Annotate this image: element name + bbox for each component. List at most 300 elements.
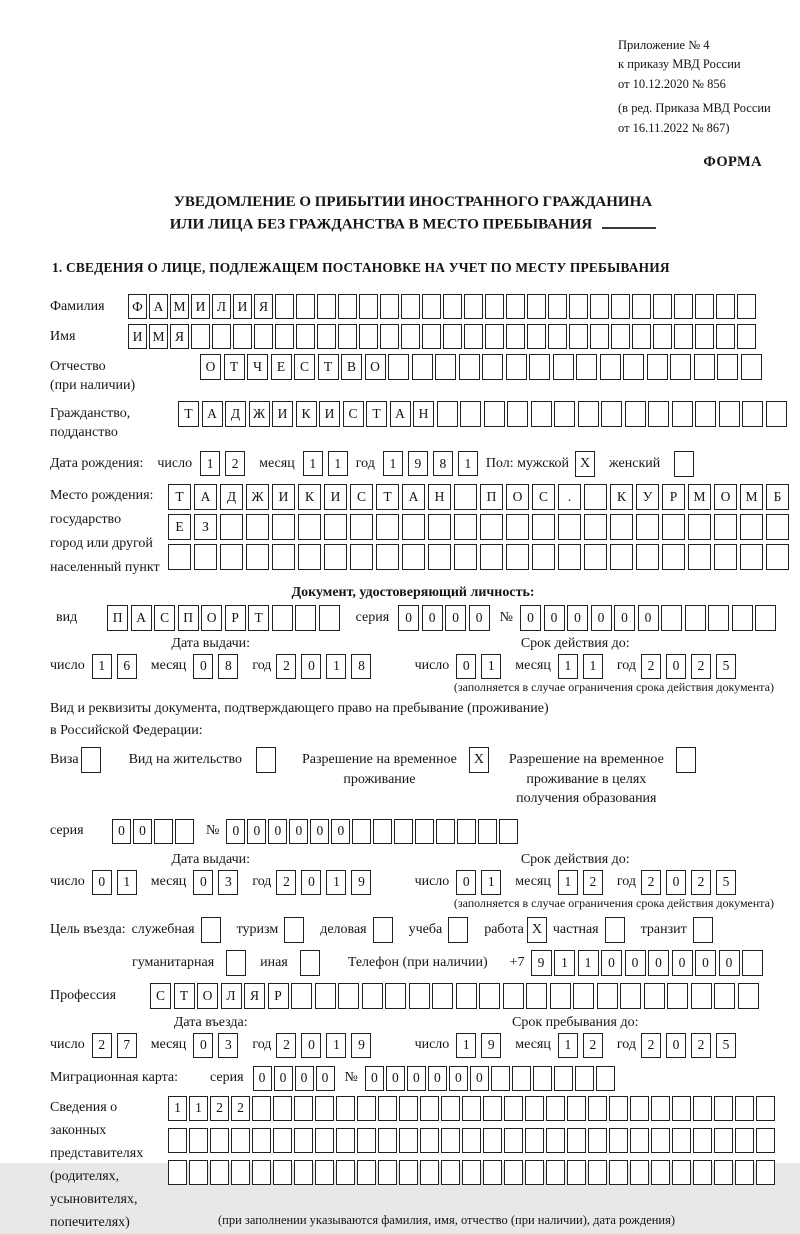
temp-residence-label-line1: Разрешение на временное [301,751,457,767]
char-cell [756,1160,775,1185]
char-cell [210,1128,229,1153]
char-cell: Т [224,354,245,380]
char-cell: 1 [326,870,346,895]
entry-date-line [50,1033,371,1058]
char-cell [526,983,547,1009]
residence-doc-dates [50,852,776,895]
char-cell [610,514,633,540]
char-cell [402,544,425,570]
sex-female-checkbox [674,451,694,477]
char-cell [670,354,691,380]
residence-valid-year-cells [641,870,736,895]
char-cell [742,401,763,427]
char-cell [443,324,462,349]
char-cell: И [233,294,252,319]
month-label: месяц [515,658,551,674]
char-cell [415,819,434,844]
char-cell [695,324,714,349]
char-cell [480,544,503,570]
char-cell: О [506,484,529,510]
char-cell [457,819,476,844]
month-label: месяц [150,874,187,890]
char-cell [422,324,441,349]
char-cell [435,354,456,380]
char-cell [246,544,269,570]
char-cell [532,514,555,540]
char-cell: 0 [445,605,466,631]
char-cell: . [558,484,581,510]
char-cell: 2 [641,1033,661,1058]
char-cell [504,1128,523,1153]
char-cell: Е [168,514,191,540]
identity-type-label: вид [56,609,78,625]
phone-label: Телефон (при наличии) [347,954,488,970]
char-cell [295,605,316,631]
char-cell [388,354,409,380]
char-cell [766,514,789,540]
identity-valid-block [415,636,736,679]
char-cell [529,354,550,380]
char-cell: У [636,484,659,510]
form-title-line2-text: ИЛИ ЛИЦА БЕЗ ГРАЖДАНСТВА В МЕСТО ПРЕБЫВАНИЯ [169,216,593,233]
char-cell: Т [174,983,195,1009]
char-cell [600,354,621,380]
char-cell: 0 [449,1066,468,1091]
char-cell [662,514,685,540]
char-cell: 2 [92,1033,112,1058]
char-cell [672,1128,691,1153]
stay-day-cells [456,1033,501,1058]
citizenship-cells [178,401,787,427]
char-cell [735,1160,754,1185]
char-cell [441,1160,460,1185]
char-cell: 0 [567,605,588,631]
char-cell [738,983,759,1009]
char-cell: 0 [193,870,213,895]
residence-number-label: № [206,823,220,839]
char-cell [648,401,669,427]
char-cell [298,514,321,540]
char-cell [401,294,420,319]
edu-residence-checkbox [676,747,696,773]
char-cell: Ф [128,294,147,319]
profession-label: Профессия [50,987,117,1003]
char-cell [483,1096,502,1121]
char-cell [350,514,373,540]
char-cell: 0 [614,605,635,631]
residence-series-cells [112,819,194,844]
edu-residence-label-line2: проживание в целях [526,771,647,787]
char-cell [315,1096,334,1121]
purpose-label: Цель въезда: [50,921,126,937]
day-label: число [157,455,193,471]
char-cell [693,1096,712,1121]
char-cell: 0 [268,819,287,844]
char-cell: К [610,484,633,510]
char-cell [672,1096,691,1121]
char-cell [576,354,597,380]
form-label: ФОРМА [703,153,762,170]
month-label: месяц [515,874,551,890]
year-label: год [616,1037,636,1053]
char-cell [714,983,735,1009]
char-cell: Р [225,605,246,631]
edu-residence-label [509,747,664,809]
char-cell [315,1128,334,1153]
char-cell [189,1160,208,1185]
char-cell [443,294,462,319]
char-cell: 2 [210,1096,229,1121]
char-cell [546,1160,565,1185]
month-label: месяц [150,658,187,674]
char-cell: Н [413,401,434,427]
char-cell: 0 [469,605,490,631]
char-cell [737,324,756,349]
char-cell [231,1128,250,1153]
annex-line: к приказу МВД России [618,57,741,72]
char-cell [714,1128,733,1153]
char-cell: Е [271,354,292,380]
char-cell [462,1128,481,1153]
temp-residence-checkbox: X [469,747,489,773]
char-cell [653,294,672,319]
char-cell [296,294,315,319]
char-cell: 0 [316,1066,335,1091]
char-cell [373,819,392,844]
representatives-label-line: усыновителях, [50,1191,138,1207]
char-cell [231,1160,250,1185]
char-cell [385,983,406,1009]
char-cell [357,1096,376,1121]
char-cell: 1 [558,1033,578,1058]
char-cell [338,294,357,319]
char-cell [456,983,477,1009]
issue-date-heading: Дата выдачи: [171,851,251,867]
month-label: месяц [515,1037,551,1053]
char-cell [380,294,399,319]
char-cell: Т [178,401,199,427]
char-cell: 1 [326,654,346,679]
stay-until-heading: Срок пребывания до: [512,1014,639,1030]
char-cell: 0 [601,950,622,976]
char-cell: 2 [691,870,711,895]
entry-dates [50,1015,776,1058]
purpose-humanitarian-checkbox [226,950,246,976]
char-cell [506,294,525,319]
stay-until-block [415,1015,736,1058]
char-cell [661,605,682,631]
char-cell [412,354,433,380]
char-cell: 2 [276,870,296,895]
char-cell: Д [220,484,243,510]
purpose-option-label: работа [484,921,524,937]
form-title [50,191,776,237]
char-cell [422,294,441,319]
char-cell [741,354,762,380]
valid-until-heading: Срок действия до: [520,635,630,651]
char-cell [336,1096,355,1121]
purpose-private-checkbox [605,917,625,943]
char-cell [691,983,712,1009]
char-cell: Т [168,484,191,510]
char-cell: 2 [691,1033,711,1058]
char-cell: 9 [408,451,428,476]
char-cell [737,294,756,319]
char-cell: 2 [691,654,711,679]
purpose-transit-checkbox [693,917,713,943]
migration-number-label: № [344,1070,358,1086]
identity-series-cells [398,605,490,631]
char-cell [484,401,505,427]
residence-series-label: серия [50,823,84,839]
char-cell [399,1128,418,1153]
purpose-option-label: гуманитарная [132,954,215,970]
char-cell [378,1160,397,1185]
char-cell [357,1128,376,1153]
char-cell [525,1096,544,1121]
char-cell [168,1128,187,1153]
stay-year-cells [641,1033,736,1058]
char-cell [525,1160,544,1185]
char-cell [636,514,659,540]
char-cell [755,605,776,631]
char-cell: 0 [301,654,321,679]
char-cell [506,544,529,570]
surname-cells [128,294,756,319]
temp-residence-label-line2: проживание [343,771,416,787]
char-cell: 1 [303,451,323,476]
char-cell: А [131,605,152,631]
representatives-row1 [168,1096,775,1121]
char-cell [454,514,477,540]
char-cell [272,605,293,631]
issue-date-heading: Дата выдачи: [171,635,251,651]
purpose-option-label: деловая [320,921,367,937]
migration-series-cells [253,1066,335,1091]
char-cell [483,1128,502,1153]
char-cell: С [150,983,171,1009]
stay-until-line [415,1033,736,1058]
char-cell [275,324,294,349]
char-cell: 6 [117,654,137,679]
identity-doc-note: (заполняется в случае ограничения срока действия документа) [453,679,774,694]
char-cell: Я [170,324,189,349]
char-cell [554,401,575,427]
char-cell [527,324,546,349]
char-cell [399,1096,418,1121]
residence-doc-options [50,747,776,809]
char-cell: Н [428,484,451,510]
char-cell: 5 [716,654,736,679]
char-cell [507,401,528,427]
char-cell: Т [318,354,339,380]
char-cell: 1 [117,870,137,895]
purpose-business-checkbox [373,917,393,943]
entry-date-heading: Дата въезда: [173,1014,248,1030]
char-cell [554,1066,573,1091]
char-cell [756,1096,775,1121]
day-label: число [50,658,85,674]
char-cell [578,401,599,427]
char-cell: О [365,354,386,380]
representatives-label-line: законных [50,1122,107,1138]
char-cell [189,1128,208,1153]
valid-day-cells [456,654,501,679]
char-cell [324,544,347,570]
char-cell [625,401,646,427]
char-cell: Я [254,294,273,319]
char-cell [716,324,735,349]
char-cell: Р [662,484,685,510]
char-cell [674,294,693,319]
char-cell [609,1128,628,1153]
char-cell [319,605,340,631]
representatives-note: (при заполнении указываются фамилия, имя, отчество (при наличии), дата рождения) [218,1212,676,1227]
char-cell [491,1066,510,1091]
issue-date-line [50,654,371,679]
char-cell [324,514,347,540]
section1-heading: 1. СВЕДЕНИЯ О ЛИЦЕ, ПОДЛЕЖАЩЕМ ПОСТАНОВКЕ НА УЧЕТ ПО МЕСТУ ПРЕБЫВАНИЯ [52,260,670,276]
birth-place-label1: Место рождения: [50,487,154,503]
char-cell: 1 [168,1096,187,1121]
char-cell: С [350,484,373,510]
char-cell: 1 [583,654,603,679]
char-cell [548,324,567,349]
char-cell: 5 [716,1033,736,1058]
patronymic-cells [200,354,762,380]
char-cell [483,1160,502,1185]
char-cell [317,294,336,319]
entry-date-block [50,1015,371,1058]
char-cell: 7 [117,1033,137,1058]
sex-female-label: женский [609,455,661,471]
valid-until-heading: Срок действия до: [520,851,630,867]
year-label: год [355,455,375,471]
char-cell: 0 [112,819,131,844]
char-cell: 0 [422,605,443,631]
char-cell [596,1066,615,1091]
char-cell [428,544,451,570]
char-cell [480,514,503,540]
citizenship-row [50,401,776,443]
char-cell: 1 [481,654,501,679]
edu-residence-option [509,747,702,809]
entry-year-cells [276,1033,371,1058]
char-cell [609,1160,628,1185]
char-cell [533,1066,552,1091]
char-cell [409,983,430,1009]
edition-line: (в ред. Приказа МВД России [618,101,771,116]
char-cell [588,1096,607,1121]
char-cell: 0 [226,819,245,844]
day-label: число [414,658,450,674]
char-cell [378,1128,397,1153]
char-cell [695,294,714,319]
char-cell: 0 [520,605,541,631]
char-cell [352,819,371,844]
form-title-line1: УВЕДОМЛЕНИЕ О ПРИБЫТИИ ИНОСТРАННОГО ГРАЖДАНИНА [173,193,653,210]
char-cell: Я [244,983,265,1009]
char-cell [651,1096,670,1121]
char-cell [275,294,294,319]
char-cell: П [107,605,128,631]
char-cell [688,514,711,540]
char-cell: 1 [92,654,112,679]
char-cell [740,514,763,540]
char-cell [175,819,194,844]
char-cell [338,983,359,1009]
month-label: месяц [150,1037,187,1053]
char-cell [630,1160,649,1185]
valid-year-cells [641,654,736,679]
char-cell: 5 [716,870,736,895]
char-cell [191,324,210,349]
char-cell [359,294,378,319]
char-cell [357,1160,376,1185]
char-cell: 0 [247,819,266,844]
char-cell [504,1160,523,1185]
birth-day-cells [200,451,245,476]
entry-month-cells [193,1033,238,1058]
char-cell [394,819,413,844]
char-cell: В [341,354,362,380]
char-cell [584,544,607,570]
valid-until-line [415,870,736,895]
char-cell [588,1128,607,1153]
char-cell [742,950,763,976]
char-cell: 9 [481,1033,501,1058]
char-cell: 2 [225,451,245,476]
char-cell: 2 [583,1033,603,1058]
char-cell [402,514,425,540]
char-cell [376,544,399,570]
residence-number-cells [226,819,518,844]
stay-month-cells [558,1033,603,1058]
char-cell [464,294,483,319]
purpose-other-checkbox [300,950,320,976]
char-cell: Т [366,401,387,427]
representatives-label-line: попечителях) [50,1214,130,1230]
char-cell: 0 [591,605,612,631]
char-cell: 0 [719,950,740,976]
char-cell: М [740,484,763,510]
citizenship-label [50,401,178,443]
year-label: год [252,874,272,890]
char-cell: 0 [672,950,693,976]
char-cell: 0 [301,1033,321,1058]
char-cell [460,401,481,427]
representatives-row2 [168,1128,775,1153]
char-cell: И [191,294,210,319]
firstname-label: Имя [50,329,76,345]
month-label: месяц [259,455,295,471]
char-cell [420,1096,439,1121]
char-cell: 0 [695,950,716,976]
char-cell [291,983,312,1009]
char-cell [630,1096,649,1121]
visa-option [50,747,107,773]
issue-day-cells [92,654,137,679]
surname-row [50,294,776,319]
char-cell: 0 [666,1033,686,1058]
char-cell [611,324,630,349]
char-cell [336,1128,355,1153]
char-cell [714,1160,733,1185]
char-cell [567,1128,586,1153]
purpose-row1 [50,917,776,943]
char-cell: 0 [295,1066,314,1091]
char-cell [350,544,373,570]
